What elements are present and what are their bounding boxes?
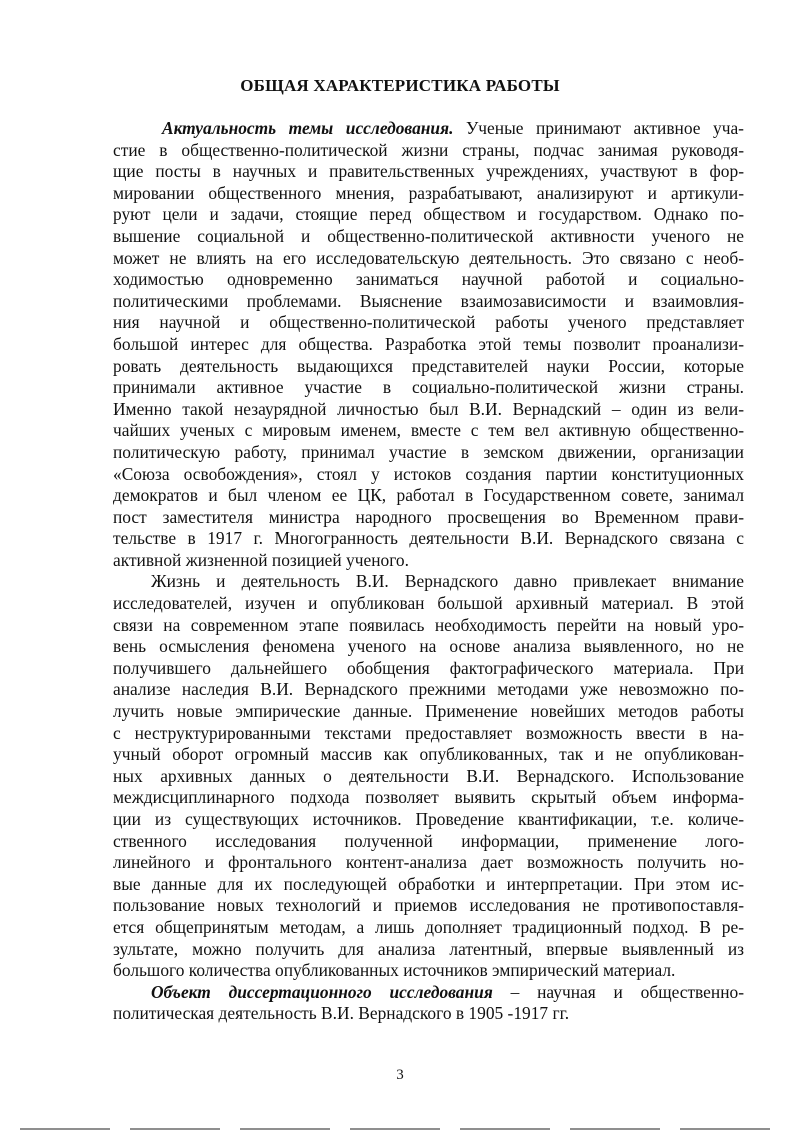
text-fragment: Ученые принимают активное уча- <box>465 118 744 138</box>
text-line: связи на современном этапе появилась необходимость перейти на новый уро- <box>113 614 744 635</box>
text-line: политическую работу, принимал участие в земском движении, организации <box>113 441 744 462</box>
text-line <box>113 982 744 1004</box>
paragraph-relevance <box>113 118 744 571</box>
text-line: активной жизненной позицией ученого. <box>113 549 409 570</box>
text-line: учный оборот огромный массив как опубликованных, так и не опубликован- <box>113 744 744 765</box>
text-line: исследователей, изучен и опубликован большой архивный материал. В этой <box>113 593 744 614</box>
text-line: руют цели и задачи, стоящие перед обществом и государством. Однако по- <box>113 204 744 225</box>
text-line: ции из существующих источников. Проведение квантификации, т.е. количе- <box>113 809 744 829</box>
text-line: вень осмысления феномена ученого на основе анализа выявленного, но не <box>113 636 744 657</box>
text-line: мировании общественного мнения, разрабатывают, анализируют и артикули- <box>113 182 744 203</box>
text-line: вые данные для их последующей обработки и интерпретации. При этом ис- <box>113 873 744 894</box>
text-line: с неструктурированными текстами предоставляет возможность ввести в на- <box>113 722 744 743</box>
text-line: междисциплинарного подхода позволяет выявить скрытый объем информа- <box>113 787 744 808</box>
text-line: ния научной и общественно-политической работы ученого представляет <box>113 312 744 333</box>
text-line: щие посты в научных и правительственных учреждениях, участвуют в фор- <box>113 161 744 182</box>
page-number: 3 <box>396 1067 404 1083</box>
text-fragment: – научная и общественно- <box>492 981 744 1002</box>
text-line: стие в общественно-политической жизни страны, подчас занимая руководя- <box>113 139 744 160</box>
text-line: ходимостью одновременно заниматься научной работой и социально- <box>113 269 744 290</box>
text-line: чайших ученых с мировым именем, вместе с тем вел активную общественно- <box>113 420 744 441</box>
text-line: получившего дальнейшего обобщения фактографического материала. При <box>113 657 744 678</box>
text-line: вышение социальной и общественно-политической активности ученого не <box>113 225 744 246</box>
text-line: пользование новых технологий и приемов исследования не противопоставля- <box>113 895 744 916</box>
text-line: большой интерес для общества. Разработка этой темы позволит проанализи- <box>113 333 744 354</box>
text-line: лучить новые эмпирические данные. Применение новейших методов работы <box>113 701 744 722</box>
text-line: линейного и фронтального контент-анализа дает возможность получить но- <box>113 852 744 873</box>
text-line: Жизнь и деятельность В.И. Вернадского давно привлекает внимание <box>151 571 744 592</box>
page-title: ОБЩАЯ ХАРАКТЕРИСТИКА РАБОТЫ <box>240 76 560 95</box>
text-line: зультате, можно получить для анализа латентный, впервые выявленный из <box>113 938 744 959</box>
text-line: принимали активное участие в социально-политической жизни страны. <box>113 377 744 398</box>
text-line: ется общепринятым методам, а лишь дополняет традиционный подход. В ре- <box>113 916 744 937</box>
text-line: демократов и был членом ее ЦК, работал в Государственном совете, занимал <box>113 485 744 506</box>
text-line: политическими проблемами. Выяснение взаимозависимости и взаимовлия- <box>113 290 744 311</box>
section-heading-object: Объект диссертационного исследования <box>151 981 493 1002</box>
text-line <box>113 118 744 140</box>
body-text <box>113 118 744 1025</box>
text-line: ровать деятельность выдающихся представителей науки России, которые <box>113 355 744 376</box>
text-line: «Союза освобождения», стоял у истоков создания партии конституционных <box>113 463 744 484</box>
text-line: может не влиять на его исследовательскую деятельность. Это связано с необ- <box>113 247 744 268</box>
section-heading-relevance: Актуальность темы исследования. <box>162 118 454 138</box>
text-line: ных архивных данных о деятельности В.И. Вернадского. Использование <box>113 765 744 786</box>
text-line: ственного исследования полученной информации, применение лого- <box>113 830 744 851</box>
text-line: анализе наследия В.И. Вернадского прежними методами уже невозможно по- <box>113 679 744 700</box>
text-line: политическая деятельность В.И. Вернадского в 1905 -1917 гг. <box>113 1003 570 1024</box>
paragraph-research-object <box>113 982 744 1025</box>
page-bottom-edge <box>20 1128 780 1130</box>
text-line: большого количества опубликованных источников эмпирический материал. <box>113 960 676 981</box>
paragraph-vernadsky-research <box>113 571 744 981</box>
text-line: пост заместителя министра народного просвещения во Временном прави- <box>113 506 744 527</box>
text-line: тельстве в 1917 г. Многогранность деятельности В.И. Вернадского связана с <box>113 528 744 549</box>
text-line: Именно такой незаурядной личностью был В.И. Вернадский – один из вели- <box>113 398 744 419</box>
